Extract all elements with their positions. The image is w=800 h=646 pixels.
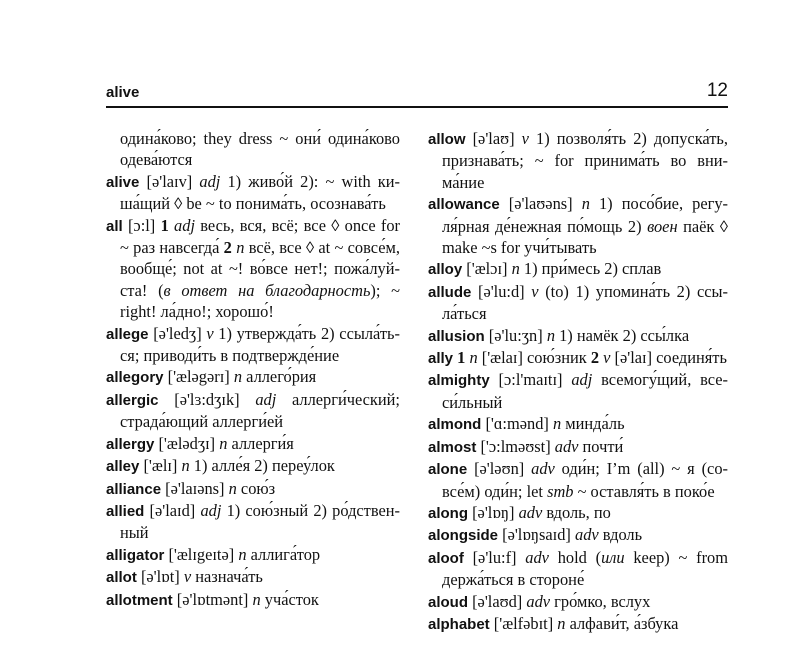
definition-text: [ə'lɒt] — [136, 567, 184, 587]
headword: alongside — [428, 527, 499, 545]
sense-number: 1 — [160, 215, 169, 235]
dictionary-entry — [106, 366, 400, 388]
headword: alphabet — [428, 615, 490, 633]
grammar-label: n — [546, 325, 556, 345]
definition-text: ['ælədʒɪ] — [154, 433, 220, 453]
headword: all — [106, 217, 123, 235]
headword: allot — [106, 569, 137, 587]
definition-text: одина́ково; they dress ~ они́ одина́ково одева́ются — [120, 129, 400, 170]
definition-text: [ə'laʊ] — [465, 129, 522, 148]
headword: allusion — [428, 327, 485, 345]
headword: allude — [428, 283, 472, 301]
dictionary-entry — [428, 193, 728, 258]
sense-number: 2 — [223, 238, 232, 258]
definition-text: гро́мко, вслух — [550, 591, 651, 611]
dictionary-entry — [106, 215, 400, 323]
headword: almond — [428, 416, 482, 434]
dictionary-entry — [106, 389, 400, 433]
definition-text: [ə'laɪd] — [144, 500, 201, 520]
headword: alligator — [106, 546, 165, 564]
definition-text: почти́ — [578, 436, 624, 456]
definition-text: ['ælfəbɪt] — [489, 613, 558, 633]
headword: alley — [106, 458, 140, 476]
definition-text: hold ( — [548, 547, 602, 567]
headword: alliance — [106, 480, 162, 498]
definition-text: ['ɔ:lməʊst] — [476, 436, 555, 456]
sense-number: 1 — [457, 348, 466, 368]
dictionary-entry — [428, 524, 728, 546]
headword: allotment — [106, 591, 173, 609]
definition-text: аллего́рия — [242, 367, 317, 387]
dictionary-entry — [428, 128, 728, 193]
grammar-label: v — [206, 323, 214, 343]
definition-text: [ə'laʊəns] — [499, 194, 582, 214]
headword: aloud — [428, 593, 468, 611]
headword: aloof — [428, 549, 464, 567]
headword: almighty — [428, 372, 490, 390]
definition-text: 1) при́месь 2) сплав — [519, 259, 662, 279]
dictionary-entry — [428, 258, 728, 280]
grammar-label: n — [228, 478, 237, 498]
definition-text: 1) позволя́ть 2) допуска́ть, признава́ть; ~ for принима́ть во внима́ние — [442, 129, 728, 192]
definition-text: [ɔ:l'maɪtɪ] — [489, 370, 572, 390]
definition-text: [ə'laɪv] — [139, 171, 200, 191]
grammar-label: adj — [199, 171, 221, 191]
definition-text: аллерги́ческий; страда́ющий аллерги́ей — [120, 389, 400, 432]
grammar-label: adv — [554, 436, 579, 456]
grammar-label: v — [183, 567, 192, 587]
definition-text: [ə'lu:d] — [471, 281, 532, 301]
definition-text: (to) 1) упомина́ть 2) ссыла́ться — [442, 281, 728, 324]
grammar-label: adj — [255, 389, 277, 409]
definition-text: keep) ~ from держа́ться в стороне́ — [442, 547, 729, 590]
definition-text: минда́ль — [561, 414, 625, 434]
headword: allergy — [106, 435, 155, 453]
grammar-label: в ответ на благодарность — [163, 280, 371, 300]
dictionary-entry — [106, 544, 400, 566]
definition-text: всемогу́щий, всеси́льный — [442, 370, 729, 412]
dictionary-entry — [106, 455, 400, 477]
definition-text: вдоль — [598, 525, 643, 545]
grammar-label: adv — [531, 459, 555, 479]
dictionary-entry — [428, 458, 728, 502]
definition-text: уча́сток — [260, 589, 319, 609]
definition-text: [ə'lɜ:dʒɪk] — [158, 389, 256, 409]
definition-text: вдоль, по — [542, 502, 611, 522]
dictionary-entry — [106, 589, 400, 611]
definition-text: 1) утвержда́ть 2) ссыла́ться; приводи́ть в подтвержде́ние — [120, 323, 400, 366]
definition-text: аллига́тор — [246, 544, 321, 564]
definition-text: назнача́ть — [191, 567, 263, 587]
dictionary-entry — [106, 433, 400, 455]
definition-text: [ɔ:l] — [122, 215, 161, 235]
dictionary-entry — [106, 500, 400, 544]
headword: allege — [106, 325, 149, 343]
grammar-label: adv — [518, 502, 543, 522]
definition-text: [ə'lu:ʒn] — [484, 325, 547, 345]
definition-text: всё, все ◊ at ~ совсе́м, вообще́; not at ~! во́все нет!; пожа́луйста! ( — [120, 238, 400, 300]
definition-text: 1) алле́я 2) переу́лок — [189, 456, 335, 476]
definition-text: [ə'ləʊn] — [467, 459, 532, 479]
definition-text: [ə'lɒŋ] — [468, 502, 519, 522]
dictionary-entry — [428, 281, 728, 325]
grammar-label: smb — [547, 481, 574, 501]
grammar-label: n — [511, 259, 520, 279]
dictionary-entry — [428, 347, 728, 369]
definition-text: ); ~ right! ла́дно!; хорошо́! — [120, 280, 400, 322]
dictionary-entry — [428, 547, 728, 591]
grammar-label: adv — [526, 591, 551, 611]
grammar-label: adj — [571, 370, 593, 390]
sense-number: 2 — [590, 348, 600, 368]
dictionary-entry — [106, 566, 400, 588]
headword: alive — [106, 173, 140, 191]
definition-text: ['ælɪ] — [139, 456, 182, 476]
grammar-label: n — [219, 433, 228, 453]
definition-text: ['æləgərɪ] — [163, 367, 234, 387]
dictionary-entry — [106, 171, 400, 215]
definition-text: ['ælɔɪ] — [462, 259, 512, 279]
dictionary-entry — [428, 436, 728, 458]
definition-text: паёк ◊ make ~s for учи́тывать — [442, 216, 728, 258]
definition-text: ~ оставля́ть в поко́е — [573, 481, 715, 501]
dictionary-entry — [428, 413, 728, 435]
definition-text: 1) живо́й 2): ~ with киша́щий ◊ be ~ to понима́ть, осознава́ть — [120, 171, 400, 214]
definition-text: 1) сою́зный 2) ро́дственный — [120, 500, 400, 543]
headword: alloy — [428, 261, 463, 279]
grammar-label: n — [557, 613, 566, 633]
grammar-label: n — [469, 348, 478, 368]
definition-text: [ə'ledʒ] — [148, 323, 207, 343]
headword: allow — [428, 131, 466, 148]
grammar-label: n — [181, 456, 190, 476]
definition-text: [ə'lu:f] — [463, 547, 526, 567]
headword: ally — [428, 350, 454, 368]
grammar-label: n — [236, 238, 245, 258]
grammar-label: adv — [575, 525, 599, 545]
grammar-label: n — [233, 367, 243, 387]
definition-text: [ə'laɪəns] — [161, 478, 229, 498]
headword: allergic — [106, 391, 159, 409]
grammar-label: n — [252, 589, 261, 609]
dictionary-entry — [428, 369, 728, 413]
header-rule — [106, 106, 728, 108]
definition-text: алфави́т, а́збука — [565, 613, 679, 633]
page-header — [106, 80, 728, 104]
definition-text: 1) посо́бие, регуля́рная де́нежная по́мощь 2) — [442, 194, 729, 236]
dictionary-entry — [428, 591, 728, 613]
grammar-label: v — [603, 348, 611, 368]
definition-text: весь, вся, всё; все ◊ once for ~ раз навсегда́ — [120, 215, 400, 258]
grammar-label: n — [238, 544, 247, 564]
definition-text: сою́з — [236, 478, 276, 498]
headword: alone — [428, 461, 468, 479]
grammar-label: n — [581, 194, 590, 214]
grammar-label: n — [552, 414, 562, 434]
grammar-label: adv — [525, 547, 549, 567]
definition-text: [ə'lɒtmənt] — [172, 589, 253, 609]
definition-text: [ə'lɒŋsaɪd] — [498, 525, 575, 545]
definition-text: [ə'laʊd] — [468, 591, 527, 611]
dictionary-entry — [428, 325, 728, 347]
dictionary-entry — [106, 478, 400, 500]
definition-text: оди́н; I’m (all) ~ я (совсе́м) оди́н; let — [442, 459, 728, 501]
grammar-label: adj — [200, 500, 222, 520]
definition-text: ['ɑ:mənd] — [481, 414, 553, 434]
definition-text: 1) намёк 2) ссы́лка — [555, 325, 690, 345]
page-number: 12 — [706, 80, 728, 101]
dictionary-entry — [106, 323, 400, 367]
right-column — [428, 128, 728, 635]
left-column — [106, 128, 400, 611]
headword: allegory — [106, 369, 164, 387]
grammar-label: v — [531, 281, 539, 301]
grammar-label: воен — [647, 216, 678, 236]
headword: along — [428, 504, 468, 522]
dictionary-entry — [428, 613, 728, 635]
definition-text: [ə'laɪ] соединя́ть — [610, 348, 727, 368]
grammar-label: v — [521, 129, 529, 148]
grammar-label: или — [601, 547, 625, 567]
definition-text: ['ælaɪ] сою́зник — [477, 348, 591, 368]
grammar-label: adj — [174, 215, 195, 235]
dictionary-entry-continued — [106, 128, 400, 171]
headword: allied — [106, 502, 145, 520]
running-head: alive — [106, 84, 140, 101]
headword: almost — [428, 438, 477, 456]
dictionary-entry — [428, 502, 728, 524]
definition-text: ['ælɪgeɪtə] — [164, 544, 239, 564]
definition-text: аллерги́я — [227, 433, 294, 453]
headword: allowance — [428, 196, 500, 214]
